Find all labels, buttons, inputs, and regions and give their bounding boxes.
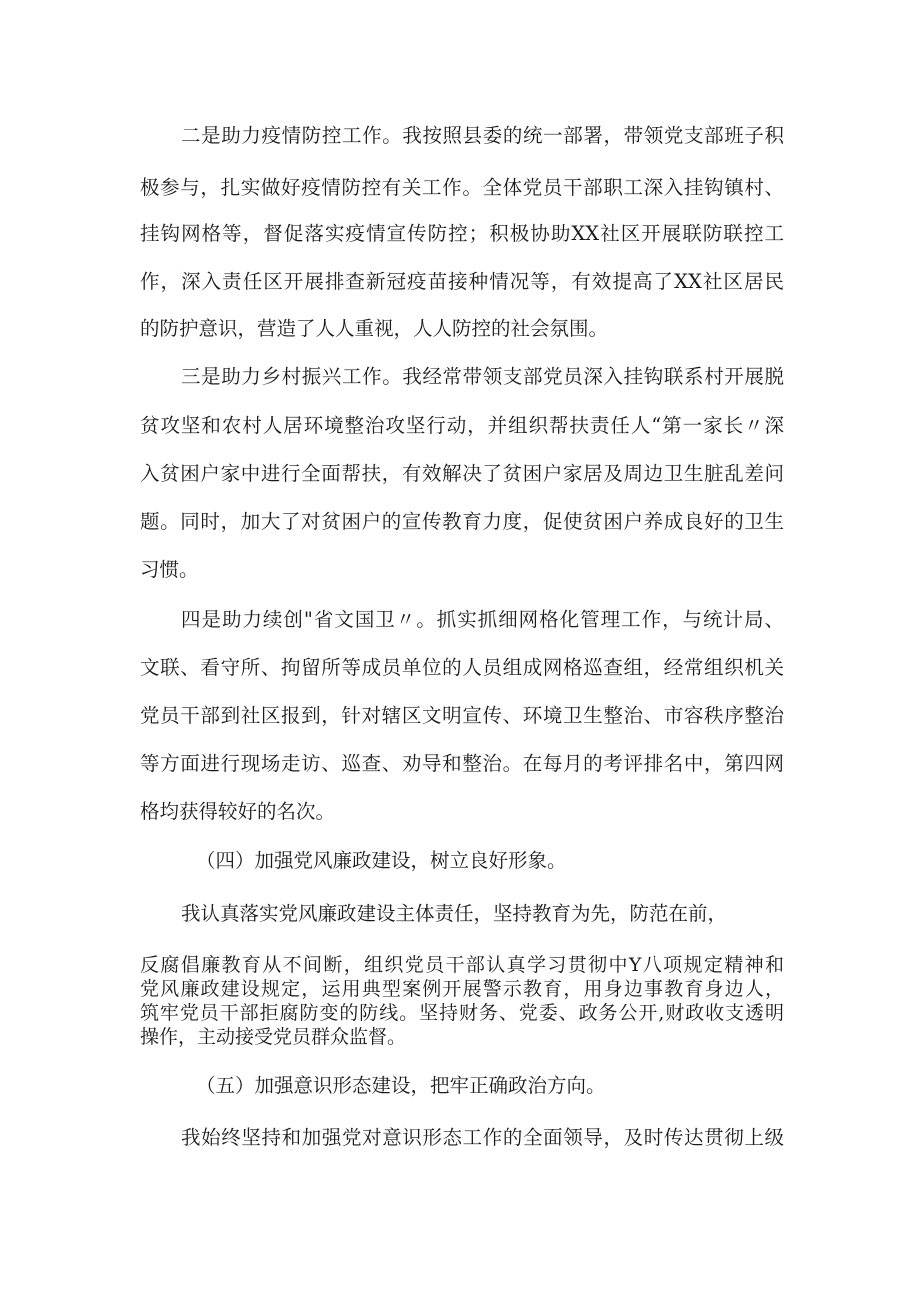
paragraph-line: 三是助力乡村振兴工作。我经常带领支部党员深入挂钩联系村开展脱 (181, 365, 784, 388)
paragraph-line: 入贫困户家中进行全面帮扶，有效解决了贫困户家居及周边卫生脏乱差问 (140, 462, 784, 485)
paragraph-line: 二是助力疫情防控工作。我按照县委的统一部署，带领党支部班子积 (181, 124, 784, 147)
paragraph-line: 极参与，扎实做好疫情防控有关工作。全体党员干部职工深入挂钩镇村、 (140, 176, 784, 199)
paragraph-line: 习惯。 (140, 558, 199, 581)
paragraph-line: 贫攻坚和农村人居环境整治攻坚行动，并组织帮扶责任人“第一家长〃深 (140, 414, 784, 437)
paragraph-line: 操作，主动接受党员群众监督。 (140, 1026, 407, 1048)
paragraph-line: 的防护意识，营造了人人重视，人人防控的社会氛围。 (140, 317, 609, 340)
paragraph-line: 文联、看守所、拘留所等成员单位的人员组成网格巡查组，经常组织机关 (140, 656, 784, 679)
paragraph-line: 党员干部到社区报到，针对辖区文明宣传、环境卫生整治、市容秩序整治 (140, 704, 784, 727)
section-heading: （四）加强党风廉政建设，树立良好形象。 (196, 849, 567, 872)
paragraph-line: 我认真落实党风廉政建设主体责任，坚持教育为先，防范在前， (181, 902, 728, 925)
paragraph-line: 挂钩网格等，督促落实疫情宣传防控；积极协助XX社区开展联防联控工 (140, 222, 784, 245)
paragraph-line: 四是助力续创"省文国卫〃。抓实抓细网格化管理工作，与统计局、 (181, 608, 784, 631)
paragraph-line: 反腐倡廉教育从不间断，组织党员干部认真学习贯彻中Y八项规定精神和 (140, 954, 784, 976)
paragraph-line: 题。同时，加大了对贫困户的宣传教育力度，促使贫困户养成良好的卫生 (140, 510, 784, 533)
section-heading: （五）加强意识形态建设，把牢正确政治方向。 (196, 1074, 606, 1097)
paragraph-line: 等方面进行现场走访、巡查、劝导和整治。在每月的考评排名中，第四网 (140, 752, 784, 775)
paragraph-line: 格均获得较好的名次。 (140, 800, 336, 823)
paragraph-line: 作，深入责任区开展排查新冠疫苗接种情况等，有效提高了XX社区居民 (140, 270, 784, 293)
paragraph-line: 党风廉政建设规定，运用典型案例开展警示教育，用身边事教育身边人， (140, 978, 784, 1000)
paragraph-line: 筑牢党员干部拒腐防变的防线。坚持财务、党委、政务公开,财政收支透明 (140, 1002, 784, 1024)
paragraph-line: 我始终坚持和加强党对意识形态工作的全面领导，及时传达贯彻上级 (181, 1126, 784, 1149)
